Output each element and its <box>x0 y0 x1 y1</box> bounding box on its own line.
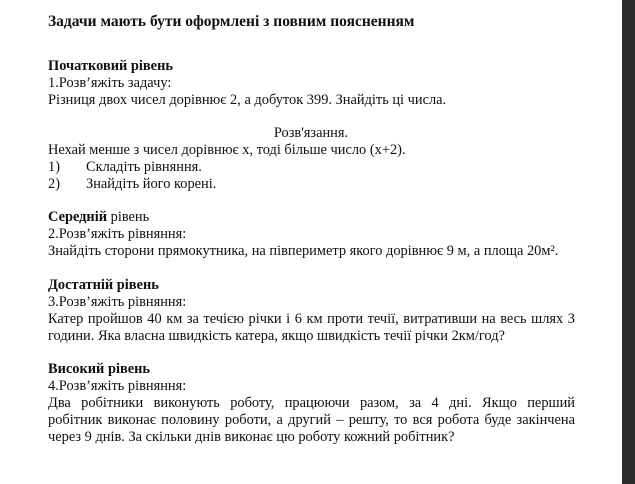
task-text-1: Різниця двох чисел дорівнює 2, а добуток 399. Знайдіть ці числа. <box>48 92 447 108</box>
task-text-4-line-2: робітник виконає половину роботи, а другий – решту, то вся робота буде закінчена <box>48 412 575 428</box>
solution-step-2 <box>48 176 216 193</box>
level-heading-rest: рівень <box>107 209 150 225</box>
solution-heading: Розв'язання. <box>273 125 349 141</box>
task-label-4: 4.Розв’яжіть рівняння: <box>48 378 187 394</box>
task-text-4-line-1: Два робітники виконують роботу, працюючи разом, за 4 дні. Якщо перший <box>48 395 575 411</box>
step-number: 2) <box>48 176 60 192</box>
level-heading-basic: Початковий рівень <box>48 58 173 74</box>
level-heading-sufficient: Достатній рівень <box>48 277 159 293</box>
solution-step-1 <box>48 159 202 176</box>
solution-intro: Нехай менше з чисел дорівнює х, тоді більше число (х+2). <box>48 142 406 158</box>
window-edge <box>622 0 635 484</box>
task-text-3-line-2: години. Яка власна швидкість катера, якщо швидкість течії річки 2км/год? <box>48 328 505 344</box>
level-heading-intermediate <box>48 209 149 226</box>
task-text-3-line-1: Катер пройшов 40 км за течією річки і 6 км проти течії, витративши на весь шлях 3 <box>48 311 575 327</box>
task-label-2: 2.Розв’яжіть рівняння: <box>48 226 187 242</box>
task-label-1: 1.Розв’яжіть задачу: <box>48 75 172 91</box>
step-text: Знайдіть його корені. <box>86 176 217 192</box>
document-title: Задачи мають бути оформлені з повним поясненням <box>48 13 415 30</box>
task-label-3: 3.Розв’яжіть рівняння: <box>48 294 187 310</box>
step-number: 1) <box>48 159 60 175</box>
level-heading-bold-part: Середній <box>48 209 108 225</box>
step-text: Складіть рівняння. <box>86 159 202 175</box>
level-heading-high: Високий рівень <box>48 361 151 377</box>
task-text-4-line-3: через 9 днів. За скільки днів виконає цю роботу кожний робітник? <box>48 429 455 445</box>
task-text-2: Знайдіть сторони прямокутника, на півпериметр якого дорівнює 9 м, а площа 20м². <box>48 243 559 259</box>
